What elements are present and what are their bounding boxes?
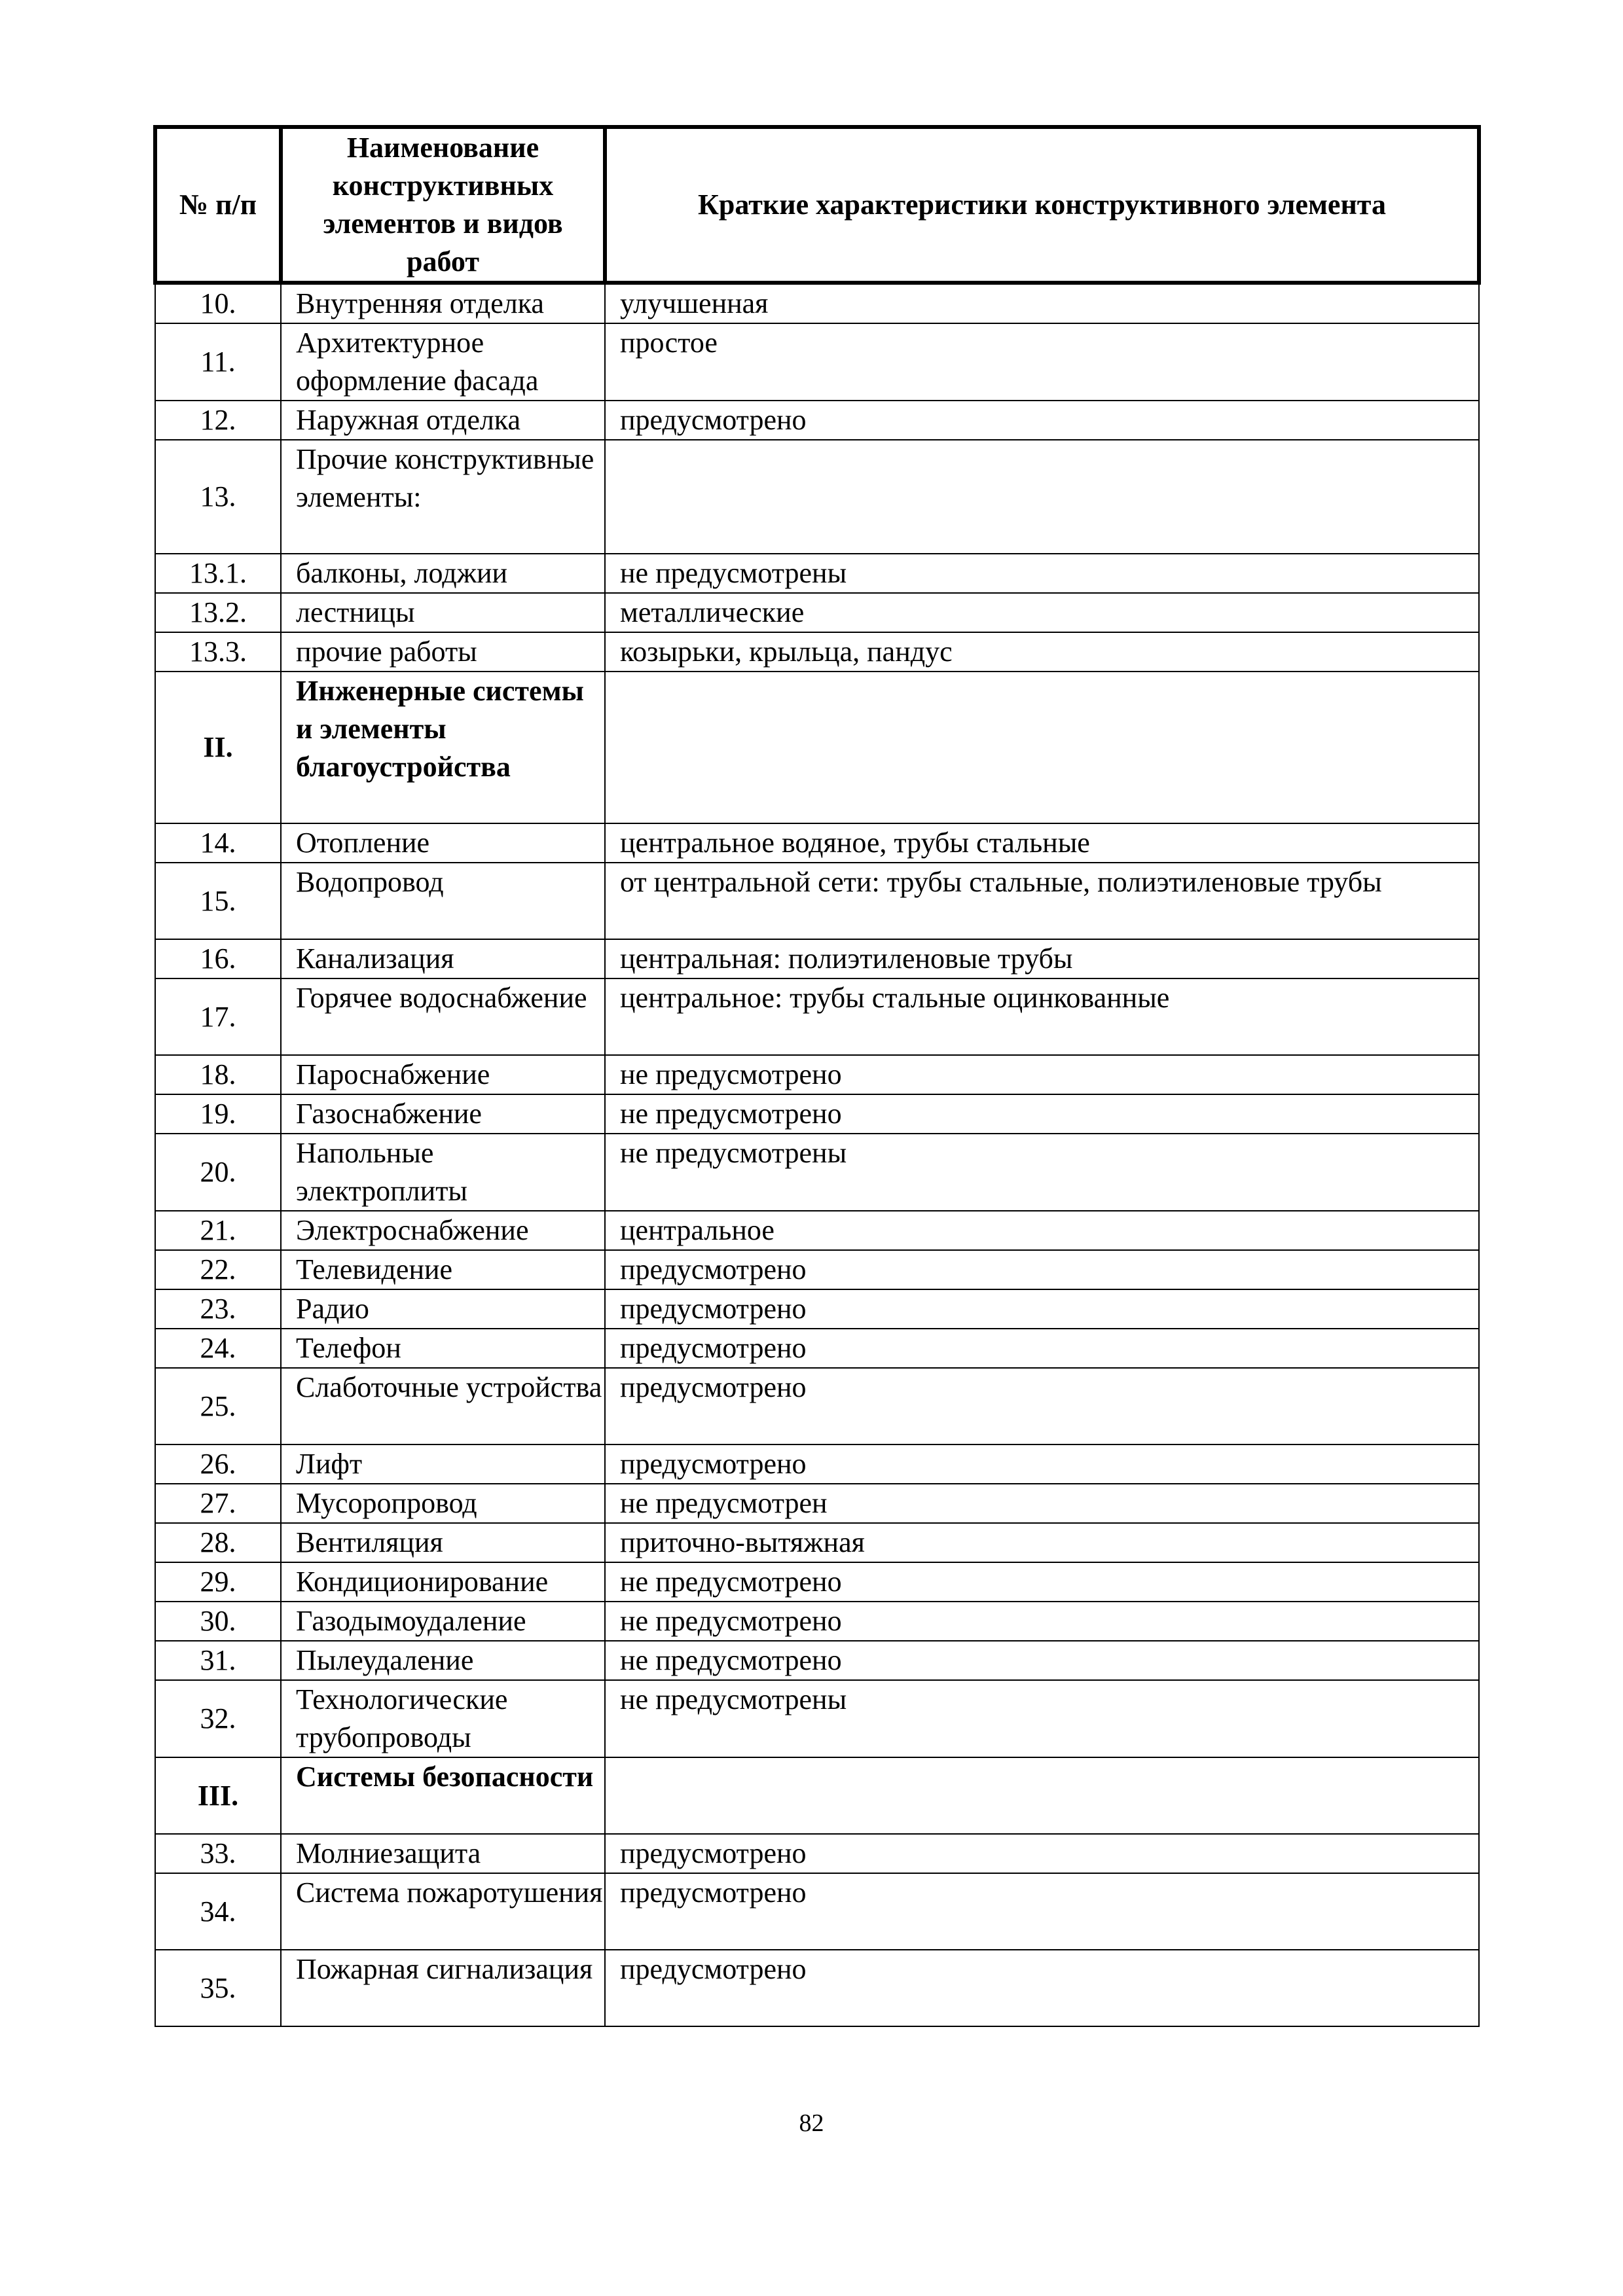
row-number: 13.3. <box>155 632 281 672</box>
row-number: 22. <box>155 1250 281 1289</box>
row-number: 13. <box>155 440 281 554</box>
table-row <box>155 1134 1479 1211</box>
table-row <box>155 1834 1479 1873</box>
element-name: Технологические трубопроводы <box>281 1680 605 1757</box>
element-name: Молниезащита <box>281 1834 605 1873</box>
row-number: II. <box>155 672 281 823</box>
element-description: предусмотрено <box>605 1950 1479 2026</box>
table-row <box>155 672 1479 823</box>
row-number: 24. <box>155 1329 281 1368</box>
row-number: 29. <box>155 1562 281 1602</box>
table-row <box>155 1250 1479 1289</box>
table-row <box>155 1368 1479 1444</box>
element-description: от центральной сети: трубы стальные, полиэтиленовые трубы <box>605 863 1479 939</box>
row-number: 27. <box>155 1484 281 1523</box>
element-description: предусмотрено <box>605 1368 1479 1444</box>
table-row <box>155 323 1479 401</box>
table-row <box>155 1873 1479 1950</box>
element-description <box>605 672 1479 823</box>
element-name: Радио <box>281 1289 605 1329</box>
element-name: лестницы <box>281 593 605 632</box>
row-number: 35. <box>155 1950 281 2026</box>
table-row <box>155 1757 1479 1834</box>
element-description: простое <box>605 323 1479 401</box>
header-description: Краткие характеристики конструктивного элемента <box>605 127 1479 283</box>
element-name: Телевидение <box>281 1250 605 1289</box>
table-row <box>155 1562 1479 1602</box>
row-number: 20. <box>155 1134 281 1211</box>
row-number: 26. <box>155 1444 281 1484</box>
table-row <box>155 1055 1479 1094</box>
element-name: Внутренняя отделка <box>281 283 605 323</box>
element-description: металлические <box>605 593 1479 632</box>
element-name: Отопление <box>281 823 605 863</box>
row-number: 16. <box>155 939 281 978</box>
element-name: Архитектурное оформление фасада <box>281 323 605 401</box>
table-row <box>155 401 1479 440</box>
element-name: Водопровод <box>281 863 605 939</box>
element-name: Газодымоудаление <box>281 1602 605 1641</box>
row-number: 34. <box>155 1873 281 1950</box>
table-row <box>155 1484 1479 1523</box>
table-row <box>155 863 1479 939</box>
header-name: Наименование конструктивных элементов и видов работ <box>281 127 605 283</box>
element-description: центральная: полиэтиленовые трубы <box>605 939 1479 978</box>
element-name: Пожарная сигнализация <box>281 1950 605 2026</box>
element-name: Мусоропровод <box>281 1484 605 1523</box>
row-number: 23. <box>155 1289 281 1329</box>
element-description: не предусмотрены <box>605 554 1479 593</box>
table-row <box>155 440 1479 554</box>
table-row <box>155 1211 1479 1250</box>
element-description: не предусмотрено <box>605 1602 1479 1641</box>
element-name: Напольные электроплиты <box>281 1134 605 1211</box>
element-name: Горячее водоснабжение <box>281 978 605 1055</box>
element-description: улучшенная <box>605 283 1479 323</box>
table-row <box>155 1329 1479 1368</box>
table-row <box>155 1680 1479 1757</box>
table-row <box>155 1523 1479 1562</box>
element-name: балконы, лоджии <box>281 554 605 593</box>
element-description: не предусмотрены <box>605 1134 1479 1211</box>
table-header-row <box>155 127 1479 283</box>
element-description: предусмотрено <box>605 1444 1479 1484</box>
element-description: предусмотрено <box>605 401 1479 440</box>
element-description: предусмотрено <box>605 1329 1479 1368</box>
row-number: 33. <box>155 1834 281 1873</box>
element-description: центральное <box>605 1211 1479 1250</box>
table-row <box>155 1602 1479 1641</box>
element-name: Лифт <box>281 1444 605 1484</box>
element-description: не предусмотрено <box>605 1055 1479 1094</box>
element-description: предусмотрено <box>605 1873 1479 1950</box>
row-number: 12. <box>155 401 281 440</box>
element-name: Канализация <box>281 939 605 978</box>
element-name: Система пожаротушения <box>281 1873 605 1950</box>
row-number: 25. <box>155 1368 281 1444</box>
characteristics-table <box>153 125 1481 2027</box>
table-row <box>155 632 1479 672</box>
table-row <box>155 283 1479 323</box>
element-description: центральное: трубы стальные оцинкованные <box>605 978 1479 1055</box>
element-name: Пылеудаление <box>281 1641 605 1680</box>
table-row <box>155 1641 1479 1680</box>
element-description: приточно-вытяжная <box>605 1523 1479 1562</box>
row-number: 32. <box>155 1680 281 1757</box>
element-name: Наружная отделка <box>281 401 605 440</box>
header-number: № п/п <box>155 127 281 283</box>
element-description: предусмотрено <box>605 1289 1479 1329</box>
element-description: не предусмотрено <box>605 1641 1479 1680</box>
element-description: центральное водяное, трубы стальные <box>605 823 1479 863</box>
row-number: 10. <box>155 283 281 323</box>
table-row <box>155 1094 1479 1134</box>
element-name: Пароснабжение <box>281 1055 605 1094</box>
row-number: 13.2. <box>155 593 281 632</box>
element-description: не предусмотрены <box>605 1680 1479 1757</box>
row-number: 13.1. <box>155 554 281 593</box>
section-title: Системы безопасности <box>281 1757 605 1834</box>
element-name: Кондиционирование <box>281 1562 605 1602</box>
row-number: 30. <box>155 1602 281 1641</box>
element-name: Прочие конструктивные элементы: <box>281 440 605 554</box>
page-number: 82 <box>799 2109 824 2137</box>
table-row <box>155 1289 1479 1329</box>
element-name: Телефон <box>281 1329 605 1368</box>
row-number: 14. <box>155 823 281 863</box>
table-row <box>155 593 1479 632</box>
row-number: 15. <box>155 863 281 939</box>
row-number: 19. <box>155 1094 281 1134</box>
element-name: Электроснабжение <box>281 1211 605 1250</box>
table-body <box>155 283 1479 2026</box>
element-description: козырьки, крыльца, пандус <box>605 632 1479 672</box>
table-row <box>155 823 1479 863</box>
element-description <box>605 1757 1479 1834</box>
section-title: Инженерные системы и элементы благоустройства <box>281 672 605 823</box>
row-number: III. <box>155 1757 281 1834</box>
row-number: 18. <box>155 1055 281 1094</box>
table-row <box>155 978 1479 1055</box>
table-row <box>155 939 1479 978</box>
table-row <box>155 1444 1479 1484</box>
element-name: Слаботочные устройства <box>281 1368 605 1444</box>
element-name: прочие работы <box>281 632 605 672</box>
row-number: 11. <box>155 323 281 401</box>
element-description: предусмотрено <box>605 1834 1479 1873</box>
row-number: 17. <box>155 978 281 1055</box>
element-name: Газоснабжение <box>281 1094 605 1134</box>
element-name: Вентиляция <box>281 1523 605 1562</box>
row-number: 28. <box>155 1523 281 1562</box>
element-description: не предусмотрен <box>605 1484 1479 1523</box>
table-row <box>155 554 1479 593</box>
element-description: не предусмотрено <box>605 1562 1479 1602</box>
row-number: 31. <box>155 1641 281 1680</box>
row-number: 21. <box>155 1211 281 1250</box>
table-row <box>155 1950 1479 2026</box>
element-description: предусмотрено <box>605 1250 1479 1289</box>
element-description <box>605 440 1479 554</box>
element-description: не предусмотрено <box>605 1094 1479 1134</box>
